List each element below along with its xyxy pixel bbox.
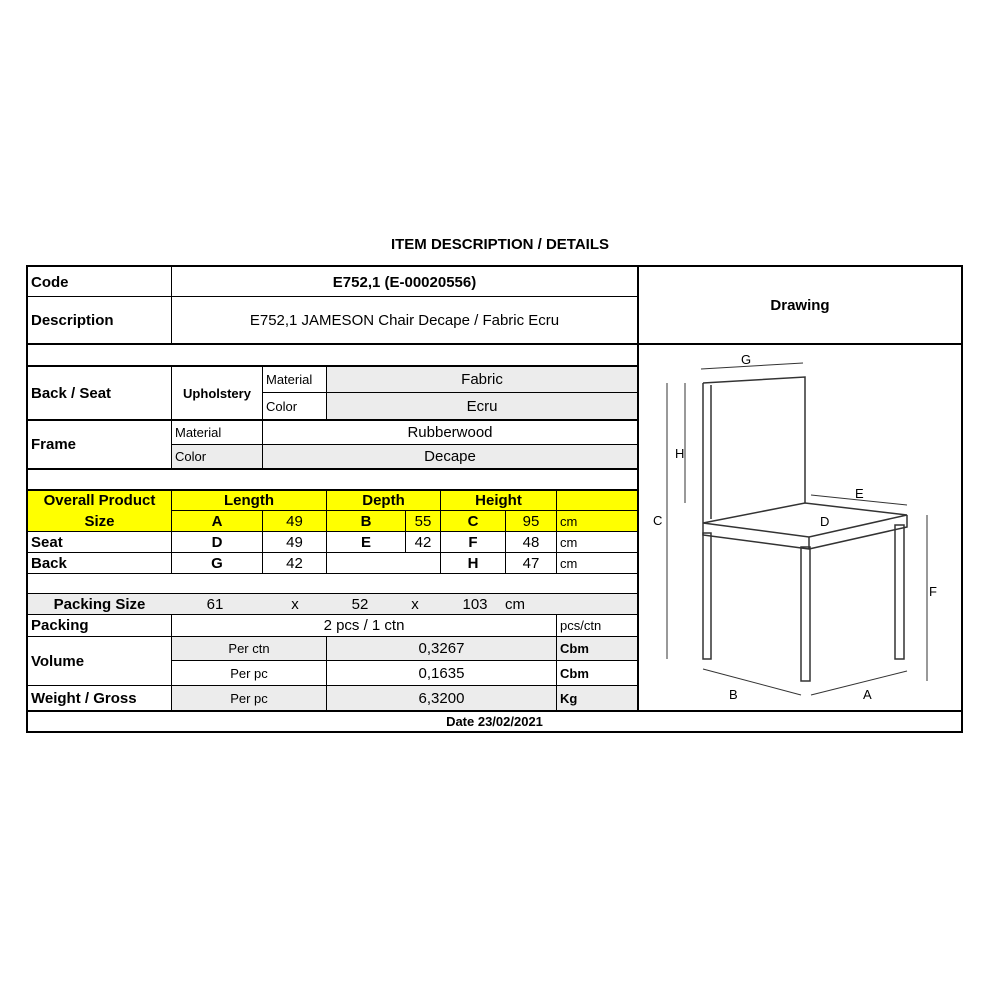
packing-label: Packing: [31, 617, 89, 634]
packing-size-width: 52: [351, 595, 369, 613]
dim-c-label: C: [653, 513, 663, 528]
overall-depth-code: B: [360, 512, 372, 530]
back-length-value: 42: [286, 554, 303, 572]
overall-length-code: A: [211, 512, 223, 530]
description-label: Description: [31, 311, 114, 329]
chair-leg-back-right: [895, 525, 904, 659]
overall-height-code: C: [467, 512, 479, 530]
overall-unit: cm: [560, 513, 578, 529]
description-value: E752,1 JAMESON Chair Decape / Fabric Ecru: [249, 311, 560, 329]
packing-size-label: Packing Size: [53, 595, 146, 613]
seat-length-value: 49: [286, 533, 303, 551]
packing-size-unit: cm: [505, 595, 525, 613]
back-length-code: G: [211, 554, 223, 572]
dim-g-label: G: [741, 352, 752, 367]
volume-per-ctn-unit: Cbm: [560, 641, 589, 656]
packing-size-length: 61: [206, 595, 224, 613]
packing-size-height: 103: [462, 595, 488, 613]
dim-h-label: H: [675, 446, 685, 461]
upholstery-material-label: Material: [266, 372, 313, 387]
back-label: Back: [31, 554, 67, 572]
upholstery-label: Upholstery: [183, 385, 251, 401]
back-unit: cm: [560, 555, 578, 571]
seat-depth-value: 42: [414, 533, 432, 551]
frame-color-label: Color: [175, 449, 207, 464]
weight-unit: Kg: [560, 690, 578, 706]
depth-header: Depth: [362, 492, 405, 509]
volume-per-ctn-label: Per ctn: [228, 641, 270, 656]
chair-leg-front-right: [801, 547, 810, 681]
packing-value: 2 pcs / 1 ctn: [323, 617, 405, 634]
overall-size-label-1: Overall Product: [43, 492, 156, 509]
volume-per-pc-unit: Cbm: [560, 665, 589, 681]
dim-d-label: D: [820, 514, 830, 529]
seat-label: Seat: [31, 533, 63, 551]
seat-unit: cm: [560, 534, 578, 550]
code-label: Code: [31, 273, 69, 291]
overall-depth-value: 55: [414, 512, 432, 530]
back-seat-label: Back / Seat: [31, 384, 112, 402]
overall-size-label-2: Size: [84, 512, 115, 530]
upholstery-material-value: Fabric: [461, 371, 503, 388]
seat-height-value: 48: [522, 533, 540, 551]
dim-f-label: F: [929, 584, 937, 599]
upholstery-color-value: Ecru: [466, 397, 498, 415]
dim-a-label: A: [863, 687, 872, 702]
volume-per-pc-value: 0,1635: [418, 664, 465, 682]
seat-height-code: F: [468, 533, 478, 551]
chair-leg-front-left: [703, 533, 711, 659]
packing-size-x1: x: [291, 595, 299, 613]
seat-depth-code: E: [360, 533, 371, 551]
footer-date: Date 23/02/2021: [446, 714, 543, 729]
packing-unit: pcs/ctn: [560, 618, 602, 633]
upholstery-color-label: Color: [266, 398, 298, 414]
drawing-label: Drawing: [770, 297, 830, 314]
overall-length-value: 49: [286, 512, 303, 530]
volume-per-ctn-value: 0,3267: [418, 640, 465, 657]
packing-size-x2: x: [411, 595, 419, 613]
length-header: Length: [224, 492, 274, 509]
code-value: E752,1 (E-00020556): [332, 273, 477, 291]
weight-label: Weight / Gross: [31, 689, 137, 707]
weight-per-pc-label: Per pc: [230, 690, 268, 706]
volume-label: Volume: [31, 652, 85, 670]
weight-value: 6,3200: [418, 689, 465, 707]
frame-material-label: Material: [175, 425, 222, 440]
back-height-code: H: [467, 554, 479, 572]
volume-per-pc-label: Per pc: [230, 665, 268, 681]
overall-height-value: 95: [522, 512, 540, 530]
dim-e-label: E: [855, 486, 864, 501]
height-header: Height: [475, 492, 522, 509]
frame-material-value: Rubberwood: [407, 424, 493, 441]
chair-seat: [703, 503, 907, 537]
dim-b-label: B: [729, 687, 738, 702]
frame-color-value: Decape: [424, 448, 476, 465]
frame-label: Frame: [31, 436, 77, 453]
chair-drawing: [637, 345, 963, 710]
chair-backrest-top: [703, 377, 805, 503]
seat-length-code: D: [211, 533, 223, 551]
back-height-value: 47: [522, 554, 540, 572]
page-title: ITEM DESCRIPTION / DETAILS: [390, 235, 610, 253]
